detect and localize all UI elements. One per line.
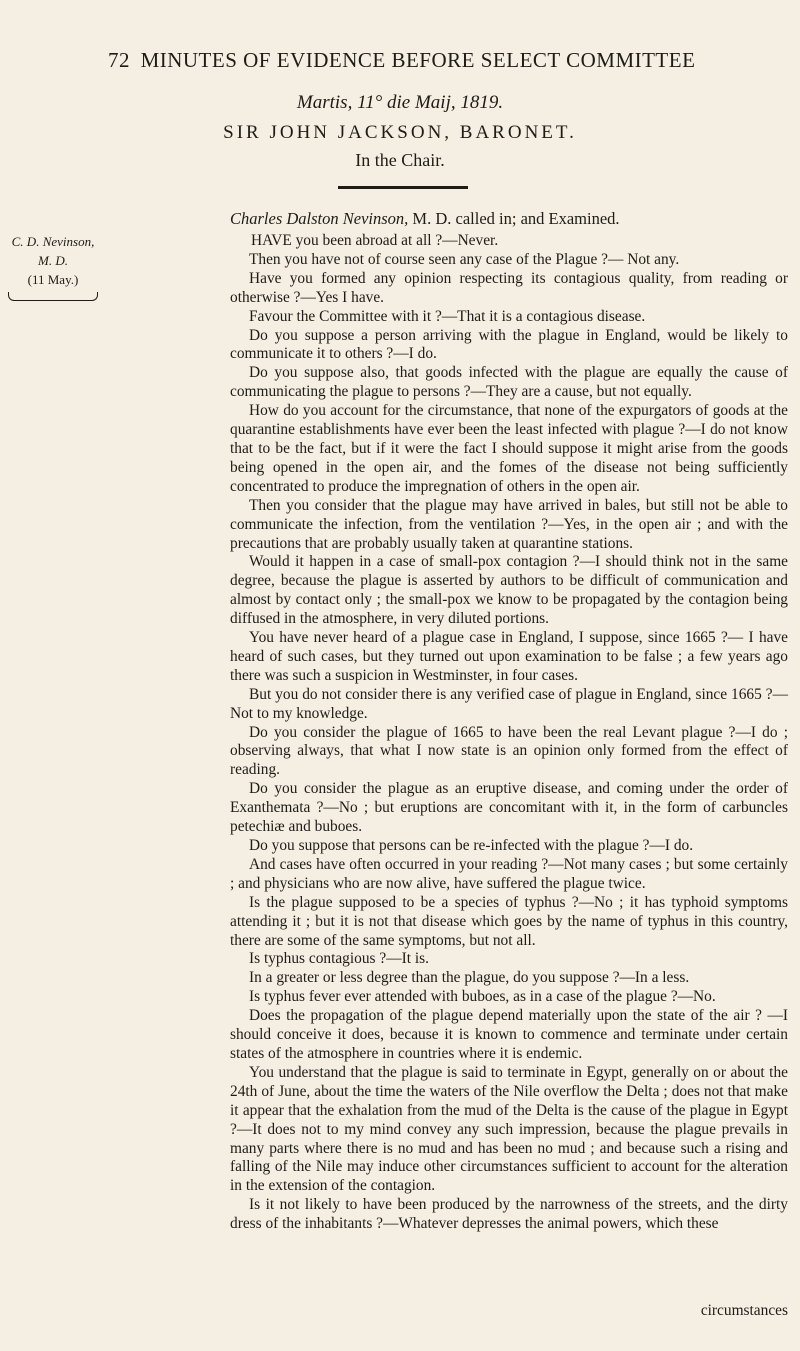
evidence-paragraph: Do you suppose that persons can be re-infected with the plague ?—I do. xyxy=(249,837,694,854)
evidence-paragraph: Would it happen in a case of small-pox contagion ?—I should think not in the same degree, because the plague is asserted by authors to be difficult of communication and almost by contact only ; the small-pox we know to be propagated by the contagion being diffused in the atmosphere, in very diluted portions. xyxy=(230,553,788,628)
catchword: circumstances xyxy=(700,1302,788,1319)
witness-heading xyxy=(230,209,790,229)
evidence-paragraph: Do you consider the plague as an eruptive disease, and coming under the order of Exanthemata ?—No ; but eruptions are concomitant with it, in the form of carbuncles petechiæ and buboes. xyxy=(230,780,788,836)
sitting-date: Martis, 11° die Maij, 1819. xyxy=(296,92,504,113)
page-number: 72 xyxy=(108,48,130,72)
evidence-paragraph: Then you have not of course seen any case of the Plague ?— Not any. xyxy=(249,250,680,268)
margin-note xyxy=(8,232,98,289)
witness-name: Charles Dalston Nevinson, xyxy=(230,209,409,228)
evidence-paragraph: Favour the Committee with it ?—That it is a contagious disease. xyxy=(249,307,646,325)
evidence-paragraph: Have you formed any opinion respecting its contagious quality, from reading or otherwise ?—Yes I have. xyxy=(230,269,788,306)
margin-witness-name: C. D. Nevinson, M. D. xyxy=(11,234,95,268)
section-rule xyxy=(338,186,468,189)
evidence-paragraph: Do you consider the plague of 1665 to have been the real Levant plague ?—I do ; observing always, that what I now state is an opinion only formed from the effect of reading. xyxy=(230,723,788,779)
evidence-paragraph: Is the plague supposed to be a species of typhus ?—No ; it has typhoid symptoms attending it ; but it is not that disease which goes by the name of typhus in this country, there are some of the same symptoms, but not all. xyxy=(230,893,788,949)
evidence-paragraph: You understand that the plague is said to terminate in Egypt, generally on or about the 24th of June, about the time the waters of the Nile overflow the Delta ; does not that make it appear that the exhalation from the mud of the Delta is the cause of the plague in Egypt ?—It does not to my mind convey any such impression, because the plague prevails in many parts where there is no mud and has been no mud ; and because such a rising and falling of the Nile may induce other circumstances sufficient to account for the alteration in the extension of the contagion. xyxy=(230,1063,788,1195)
evidence-paragraph: You have never heard of a plague case in England, I suppose, since 1665 ?— I have heard of such cases, but they turned out upon examination to be false ; a few years ago there was such a suspicion in Westminster, in four cases. xyxy=(230,629,788,684)
running-title: MINUTES OF EVIDENCE BEFORE SELECT COMMITTEE xyxy=(140,48,696,72)
evidence-paragraph: How do you account for the circumstance, that none of the expurgators of goods at the quarantine establishments have ever been the least infected with plague ?—I do not know that to be the fact, but if it were the fact I should suppose it might arise from the goods being opened in the open air, and the fomes of the disease not being sufficiently concentrated to produce the impregnation of others in the open air. xyxy=(230,402,788,495)
evidence-paragraph: Is it not likely to have been produced by the narrowness of the streets, and the dirty dress of the inhabitants ?—Whatever depresses the animal powers, which these xyxy=(230,1196,788,1233)
evidence-paragraph: Do you suppose a person arriving with the plague in England, would be likely to communicate it to others ?—I do. xyxy=(230,326,788,363)
evidence-paragraph: But you do not consider there is any verified case of plague in England, since 1665 ?—Not to my knowledge. xyxy=(230,685,788,722)
evidence-paragraph: HAVE you been abroad at all ?—Never. xyxy=(251,232,499,249)
chairman-name: SIR JOHN JACKSON, BARONET. xyxy=(223,122,577,143)
margin-brace xyxy=(8,292,98,301)
evidence-paragraph: In a greater or less degree than the plague, do you suppose ?—In a less. xyxy=(249,969,690,987)
evidence-text xyxy=(230,232,788,1234)
evidence-paragraph: Do you suppose also, that goods infected with the plague are equally the cause of communicating the plague to persons ?—They are a cause, but not equally. xyxy=(230,364,788,401)
chair-note: In the Chair. xyxy=(355,150,445,170)
witness-called: M. D. called in; and Examined. xyxy=(408,209,620,228)
evidence-paragraph: Is typhus contagious ?—It is. xyxy=(249,950,429,968)
margin-date: (11 May.) xyxy=(27,272,79,287)
evidence-paragraph: Is typhus fever ever attended with buboes, as in a case of the plague ?—No. xyxy=(249,988,716,1006)
running-head xyxy=(0,48,800,73)
evidence-paragraph: Then you consider that the plague may have arrived in bales, but still not be able to communicate the infection, from the ventilation ?—Yes, in the open air ; and with the precautions that are probably usually taken at quarantine stations. xyxy=(230,496,788,552)
evidence-paragraph: Does the propagation of the plague depend materially upon the state of the air ? —I should conceive it does, because it is known to commence and terminate under certain states of the atmosphere in countries where it is endemic. xyxy=(230,1007,788,1062)
evidence-paragraph: And cases have often occurred in your reading ?—Not many cases ; but some certainly ; and physicians who are now alive, have suffered the plague twice. xyxy=(230,855,788,892)
